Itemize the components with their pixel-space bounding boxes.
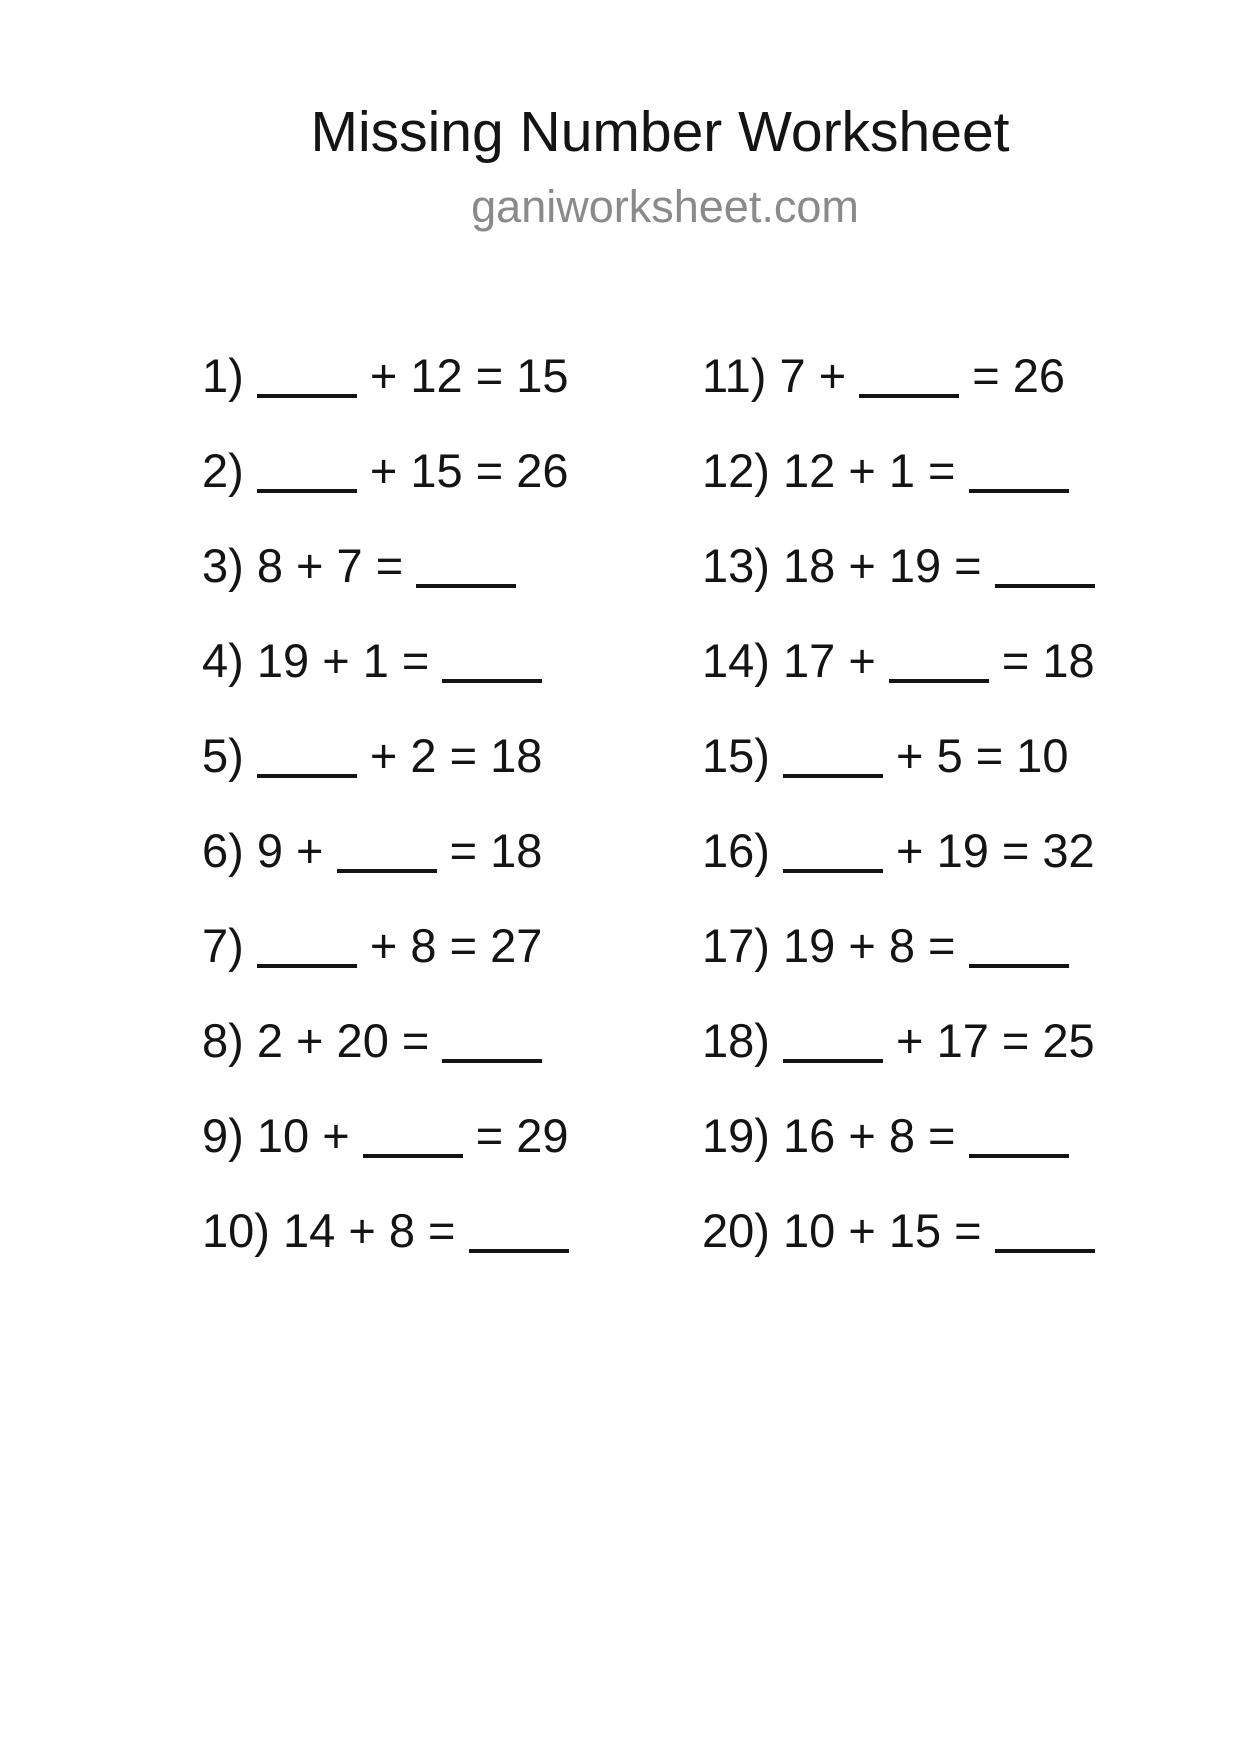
expression-text: 12 + 1 =: [783, 444, 969, 497]
expression-text: 10 +: [256, 1109, 363, 1162]
problem-number: 10): [202, 1204, 270, 1257]
answer-blank: [969, 964, 1069, 968]
expression-text: + 15 = 26: [356, 444, 569, 497]
answer-blank: [889, 679, 989, 683]
problem-number: 16): [702, 824, 770, 877]
expression-text: 17 +: [783, 634, 889, 687]
expression-text: + 5 = 10: [883, 729, 1069, 782]
expression-text: 8 + 7 =: [256, 539, 417, 592]
expression-text: = 29: [462, 1109, 569, 1162]
answer-blank: [859, 394, 959, 398]
expression-text: 2 + 20 =: [256, 1014, 443, 1067]
answer-blank: [969, 489, 1069, 493]
answer-blank: [442, 1059, 542, 1063]
problem-row: [702, 898, 1095, 993]
expression-text: = 18: [436, 824, 543, 877]
page-title: Missing Number Worksheet: [310, 100, 1010, 164]
problem-number: 3): [202, 539, 244, 592]
problem-number: 6): [202, 824, 244, 877]
expression-text: + 8 = 27: [356, 919, 543, 972]
problem-row: [202, 708, 569, 803]
expression-text: 10 + 15 =: [783, 1204, 995, 1257]
expression-text: 7 +: [779, 349, 860, 402]
expression-text: 16 + 8 =: [783, 1109, 969, 1162]
problem-number: 4): [202, 634, 244, 687]
problem-number: 5): [202, 729, 244, 782]
answer-blank: [783, 774, 883, 778]
expression-text: 18 + 19 =: [783, 539, 995, 592]
expression-text: = 18: [988, 634, 1095, 687]
problem-number: 15): [702, 729, 770, 782]
problem-number: 9): [202, 1109, 244, 1162]
answer-blank: [257, 394, 357, 398]
answer-blank: [257, 774, 357, 778]
answer-blank: [257, 489, 357, 493]
problem-row: [702, 993, 1095, 1088]
problem-number: 14): [702, 634, 770, 687]
problem-row: [202, 518, 569, 613]
answer-blank: [995, 1249, 1095, 1253]
problem-number: 13): [702, 539, 770, 592]
problem-number: 2): [202, 444, 244, 497]
problem-number: 17): [702, 919, 770, 972]
problem-row: [702, 1183, 1095, 1278]
problem-number: 1): [202, 349, 244, 402]
problem-row: [202, 1183, 569, 1278]
problem-number: 12): [702, 444, 770, 497]
expression-text: 19 + 8 =: [783, 919, 969, 972]
site-credit: ganiworksheet.com: [471, 181, 859, 232]
problem-number: 19): [702, 1109, 770, 1162]
expression-text: 14 + 8 =: [283, 1204, 469, 1257]
answer-blank: [257, 964, 357, 968]
expression-text: 19 + 1 =: [256, 634, 443, 687]
answer-blank: [442, 679, 542, 683]
answer-blank: [783, 1059, 883, 1063]
problem-row: [702, 328, 1095, 423]
problem-number: 8): [202, 1014, 244, 1067]
problem-row: [702, 613, 1095, 708]
problem-number: 18): [702, 1014, 770, 1067]
answer-blank: [995, 584, 1095, 588]
problem-number: 20): [702, 1204, 770, 1257]
problems-right-column: [702, 328, 1095, 1278]
problem-row: [202, 423, 569, 518]
answer-blank: [783, 869, 883, 873]
expression-text: = 26: [959, 349, 1066, 402]
problem-row: [702, 803, 1095, 898]
expression-text: 9 +: [256, 824, 337, 877]
answer-blank: [969, 1154, 1069, 1158]
answer-blank: [469, 1249, 569, 1253]
problem-row: [702, 423, 1095, 518]
problem-row: [202, 328, 569, 423]
expression-text: + 19 = 32: [883, 824, 1095, 877]
problem-row: [202, 613, 569, 708]
problems-left-column: [202, 328, 569, 1278]
answer-blank: [416, 584, 516, 588]
problem-number: 11): [702, 349, 767, 402]
problem-row: [202, 1088, 569, 1183]
problem-row: [702, 518, 1095, 613]
problem-row: [702, 708, 1095, 803]
problem-row: [202, 993, 569, 1088]
answer-blank: [337, 869, 437, 873]
problem-row: [202, 898, 569, 993]
expression-text: + 17 = 25: [883, 1014, 1095, 1067]
expression-text: + 2 = 18: [356, 729, 543, 782]
expression-text: + 12 = 15: [356, 349, 569, 402]
problem-row: [202, 803, 569, 898]
problem-row: [702, 1088, 1095, 1183]
answer-blank: [363, 1154, 463, 1158]
problem-number: 7): [202, 919, 244, 972]
